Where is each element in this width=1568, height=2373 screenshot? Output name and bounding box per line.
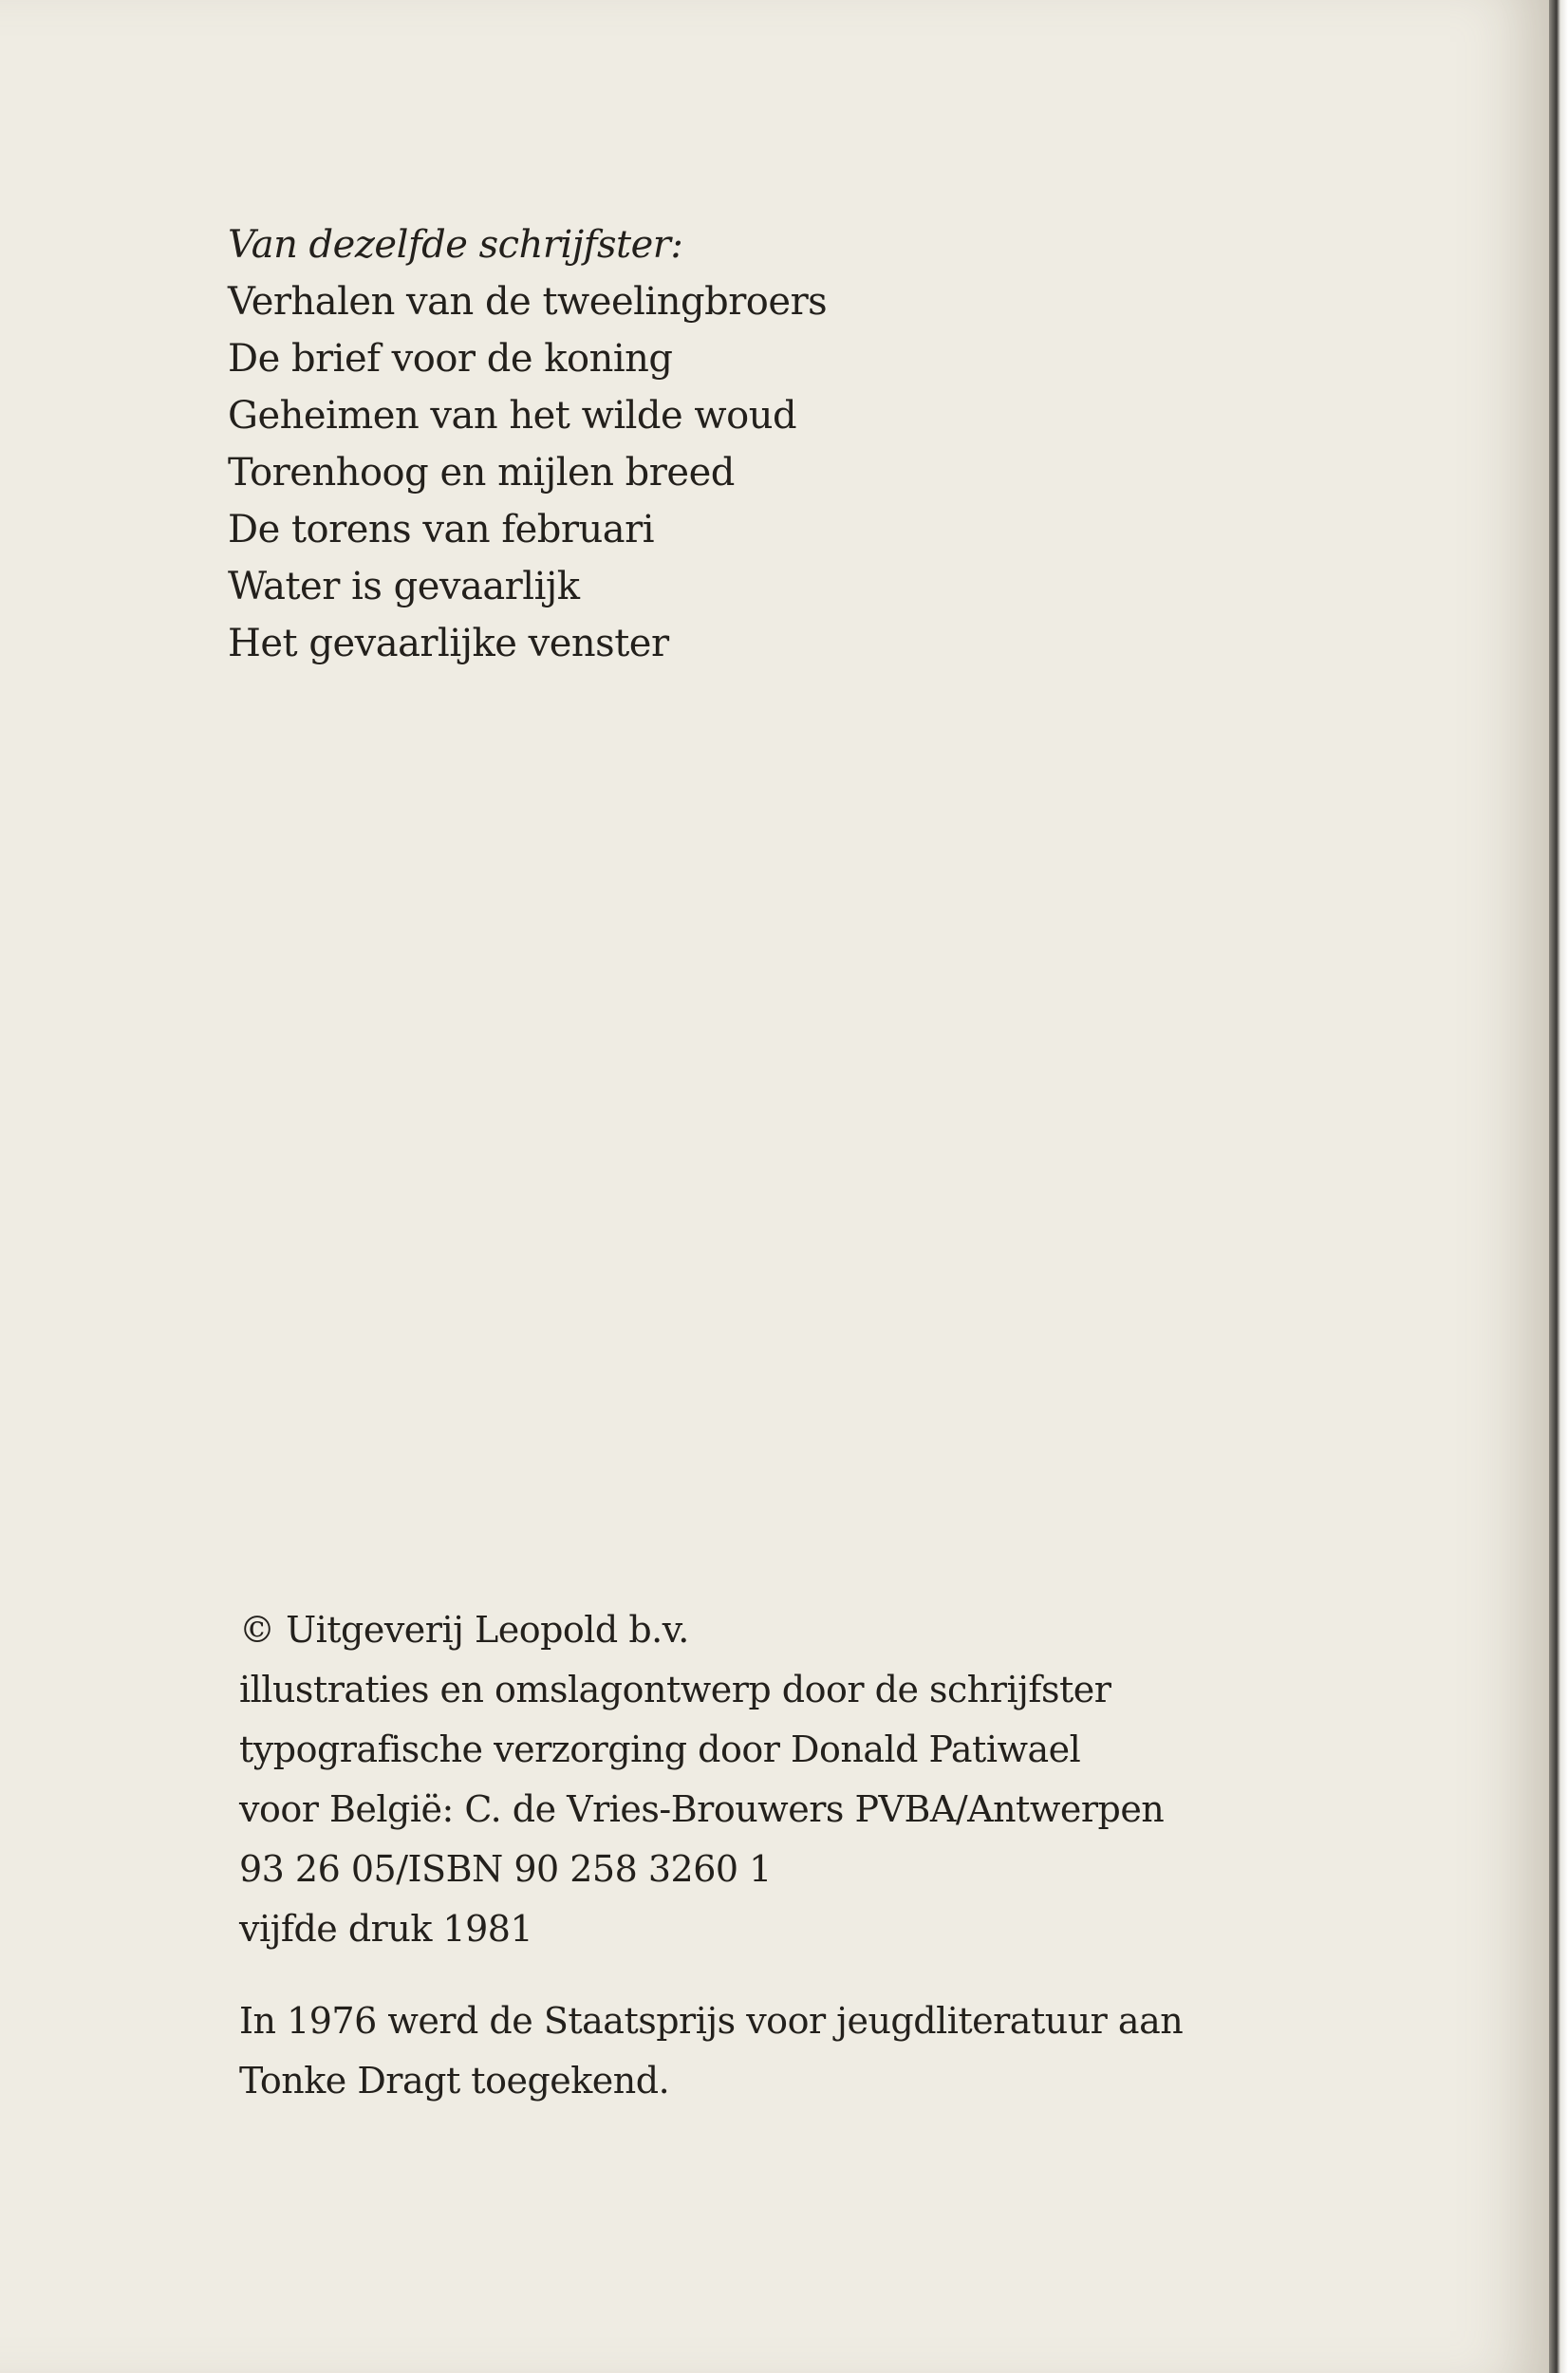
- isbn-line: 93 26 05/ISBN 90 258 3260 1: [239, 1848, 772, 1890]
- edition-line: vijfde druk 1981: [239, 1908, 533, 1950]
- illustrations-credit: illustraties en omslagontwerp door de schrijfster: [239, 1669, 1111, 1710]
- work-title: Verhalen van de tweelingbroers: [228, 280, 828, 324]
- other-works-section: [228, 216, 827, 672]
- typography-credit: typografische verzorging door Donald Patiwael: [239, 1728, 1081, 1770]
- work-title: Torenhoog en mijlen breed: [228, 451, 735, 495]
- work-title: Het gevaarlijke venster: [228, 622, 669, 665]
- belgium-distributor: voor België: C. de Vries-Brouwers PVBA/Antwerpen: [239, 1788, 1165, 1830]
- work-title: De torens van februari: [228, 508, 655, 551]
- other-works-list: [228, 273, 827, 672]
- work-title: De brief voor de koning: [228, 337, 673, 381]
- imprint-section: [239, 1600, 1164, 1959]
- award-note: In 1976 werd de Staatsprijs voor jeugdliteratuur aan Tonke Dragt toegekend.: [239, 2000, 1184, 2102]
- other-works-heading: Van dezelfde schrijfster:: [228, 223, 683, 267]
- work-title: Geheimen van het wilde woud: [228, 394, 797, 438]
- work-title: Water is gevaarlijk: [228, 565, 580, 608]
- copyright-line: © Uitgeverij Leopold b.v.: [239, 1609, 689, 1651]
- page-edge-shadow: [1549, 0, 1568, 2373]
